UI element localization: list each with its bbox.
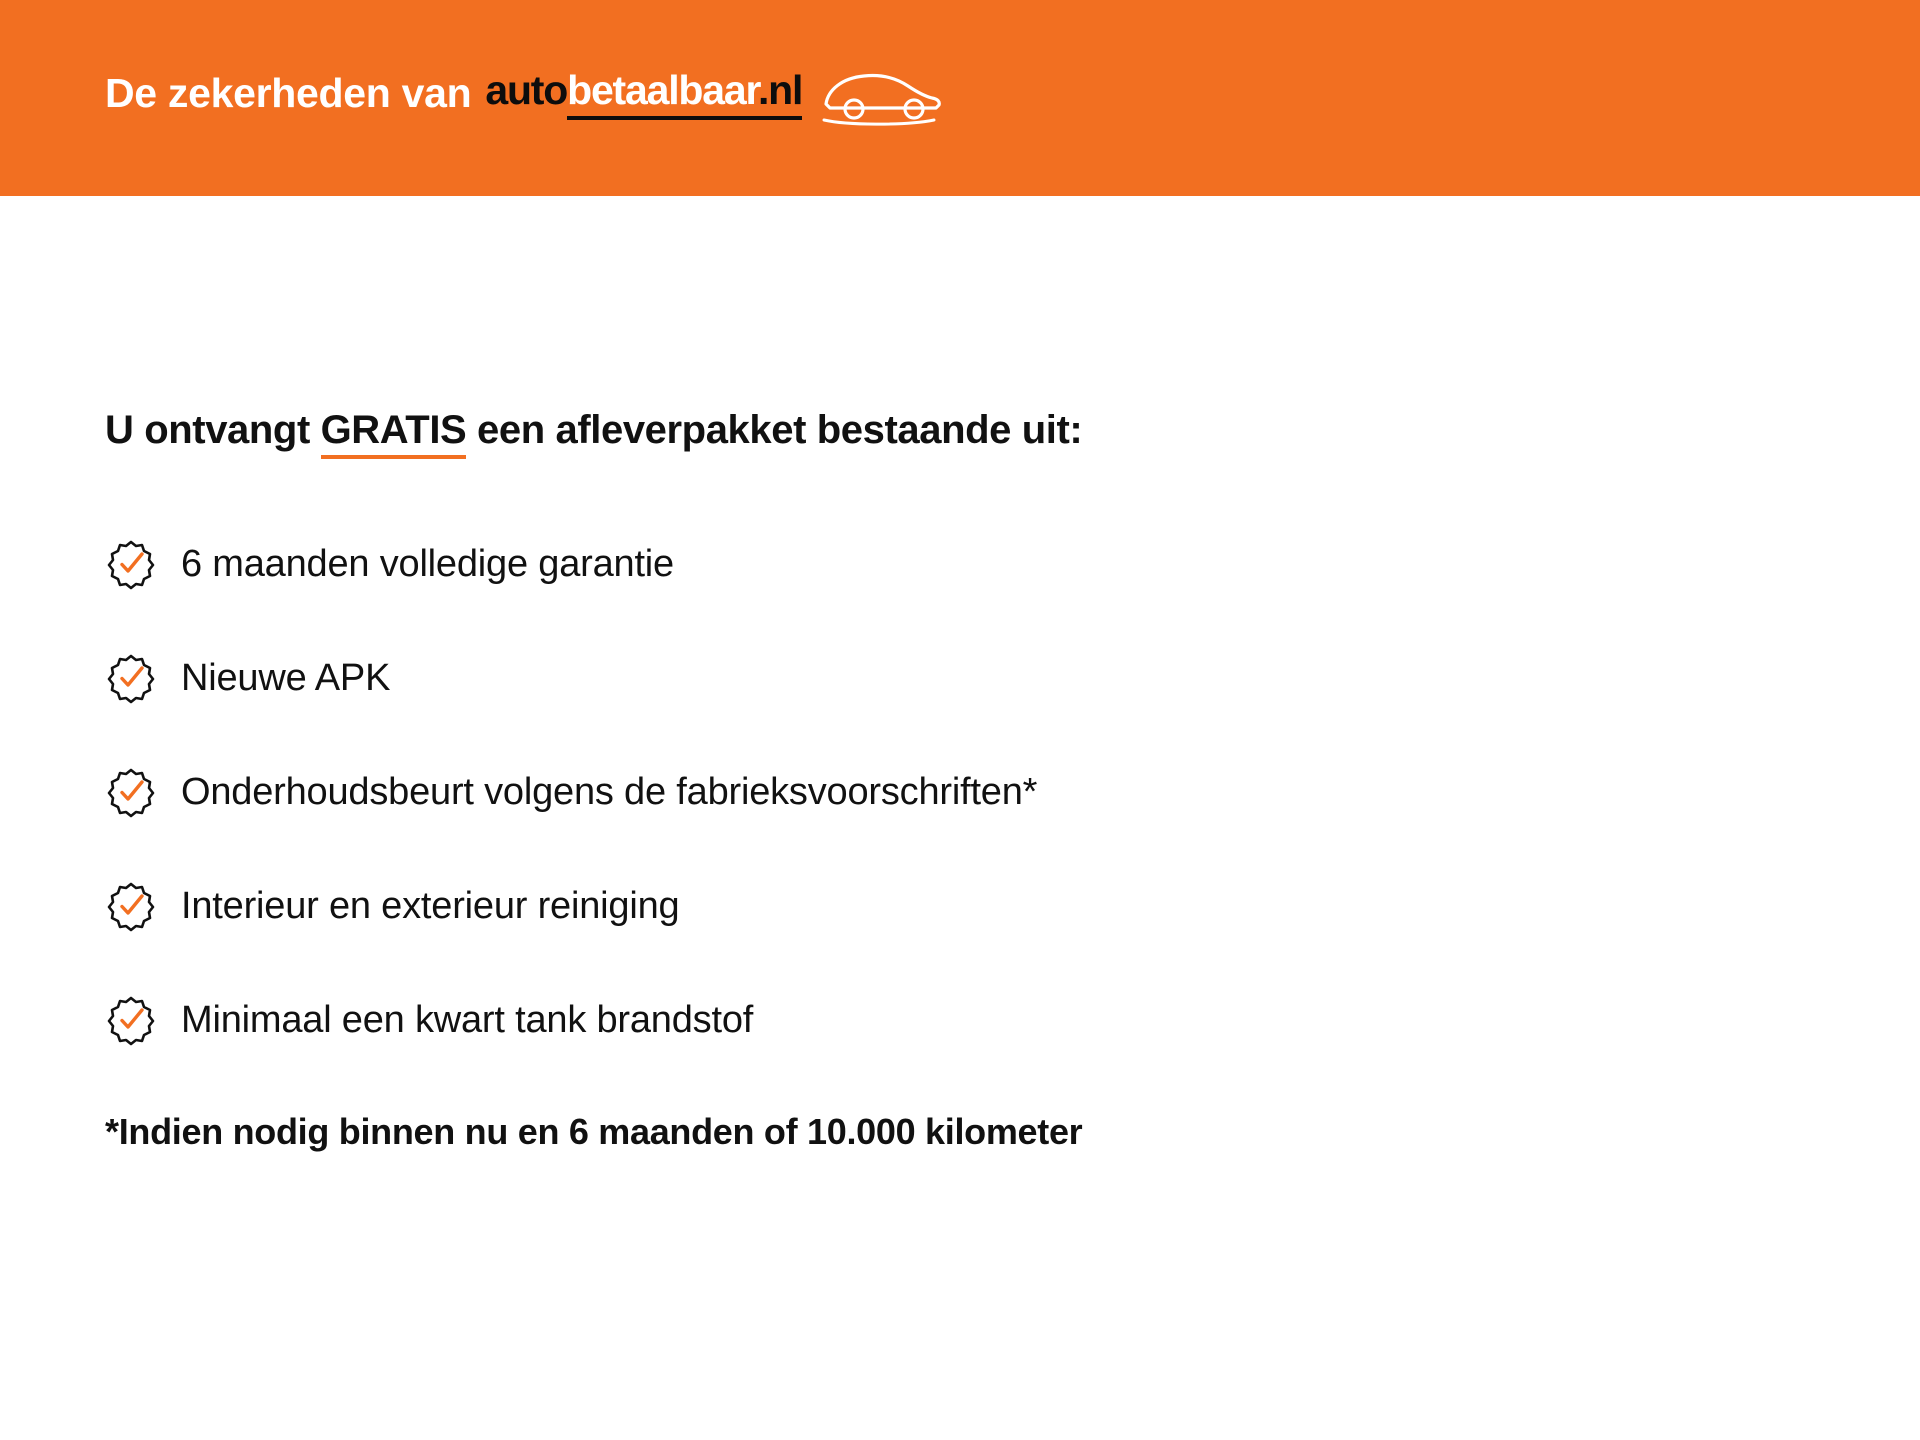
list-item — [105, 989, 1920, 1051]
brand-part-auto: auto — [485, 66, 568, 113]
gear-check-icon — [105, 766, 157, 818]
lead-highlight-gratis: GRATIS — [321, 408, 467, 459]
benefits-list — [105, 533, 1920, 1051]
header-content — [105, 54, 943, 133]
header-title: De zekerheden van — [105, 69, 472, 116]
list-item — [105, 761, 1920, 823]
lead-text-after: een afleverpakket bestaande uit: — [466, 408, 1083, 452]
gear-check-icon — [105, 994, 157, 1046]
brand-logo — [485, 67, 802, 120]
car-icon — [818, 64, 943, 133]
brand-part-betaalbaar: betaalbaar — [567, 66, 758, 113]
list-item-label: Minimaal een kwart tank brandstof — [181, 998, 754, 1041]
list-item-label: Onderhoudsbeurt volgens de fabrieksvoorschriften* — [181, 770, 1038, 813]
list-item-label: 6 maanden volledige garantie — [181, 542, 674, 585]
lead-text-before: U ontvangt — [105, 408, 321, 452]
footnote: *Indien nodig binnen nu en 6 maanden of 10.000 kilometer — [105, 1111, 1083, 1152]
brand-part-nl: .nl — [757, 66, 803, 113]
list-item — [105, 533, 1920, 595]
list-item — [105, 647, 1920, 709]
gear-check-icon — [105, 652, 157, 704]
header-bar — [0, 0, 1920, 196]
list-item-label: Nieuwe APK — [181, 656, 391, 699]
list-item-label: Interieur en exterieur reiniging — [181, 884, 680, 927]
list-item — [105, 875, 1920, 937]
gear-check-icon — [105, 880, 157, 932]
main-content — [0, 196, 1920, 1153]
gear-check-icon — [105, 538, 157, 590]
lead-heading — [105, 408, 1920, 453]
